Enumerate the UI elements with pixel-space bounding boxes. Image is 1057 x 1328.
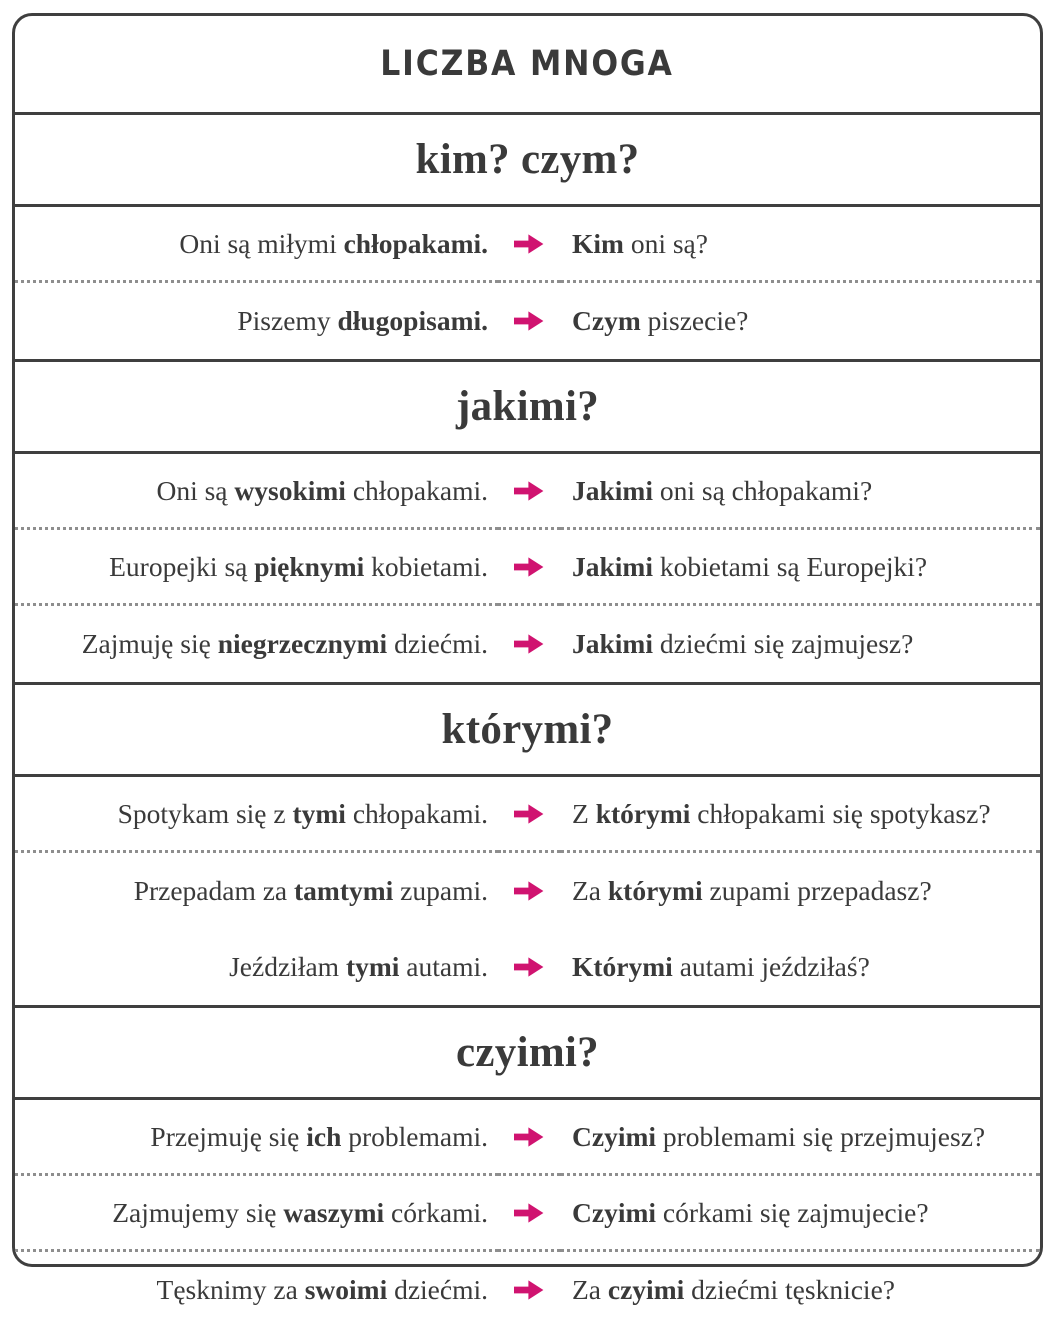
table-row <box>15 454 1040 530</box>
question-text: Za czyimi dziećmi tęsknicie? <box>572 1274 895 1306</box>
question-text: Za którymi zupami przepadasz? <box>572 875 932 907</box>
arrow-cell <box>498 1252 560 1328</box>
statement-cell <box>15 1100 498 1176</box>
table-row <box>15 283 1040 359</box>
section-body-1 <box>15 454 1040 685</box>
question-cell <box>560 853 1040 929</box>
question-text: Jakimi dziećmi się zajmujesz? <box>572 628 914 660</box>
section-header-0 <box>15 115 1040 207</box>
statement-cell <box>15 929 498 1005</box>
question-text: Czyimi córkami się zajmujecie? <box>572 1196 929 1228</box>
section-body-3 <box>15 1100 1040 1328</box>
statement-text: Przejmuję się ich problemami. <box>150 1120 488 1152</box>
arrow-right-icon <box>514 233 544 255</box>
arrow-cell <box>498 853 560 929</box>
statement-text: Europejki są pięknymi kobietami. <box>109 550 488 582</box>
question-cell <box>560 606 1040 682</box>
table-row <box>15 777 1040 853</box>
question-text: Jakimi kobietami są Europejki? <box>572 550 928 582</box>
section-header-label: jakimi? <box>455 383 600 430</box>
table-row <box>15 606 1040 682</box>
table-row <box>15 1100 1040 1176</box>
table-row <box>15 1252 1040 1328</box>
statement-cell <box>15 1176 498 1252</box>
question-cell <box>560 777 1040 853</box>
question-text: Z którymi chłopakami się spotykasz? <box>572 797 991 829</box>
page-title: LICZBA MNOGA <box>380 44 675 84</box>
statement-cell <box>15 454 498 530</box>
statement-cell <box>15 606 498 682</box>
statement-text: Spotykam się z tymi chłopakami. <box>117 797 488 829</box>
arrow-right-icon <box>514 1279 544 1301</box>
question-cell <box>560 454 1040 530</box>
arrow-right-icon <box>514 1126 544 1148</box>
statement-cell <box>15 530 498 606</box>
statement-cell <box>15 283 498 359</box>
arrow-cell <box>498 454 560 530</box>
arrow-right-icon <box>514 803 544 825</box>
arrow-cell <box>498 606 560 682</box>
section-header-2 <box>15 685 1040 777</box>
question-text: Kim oni są? <box>572 227 708 259</box>
statement-cell <box>15 207 498 283</box>
arrow-cell <box>498 207 560 283</box>
statement-text: Zajmujemy się waszymi córkami. <box>112 1196 488 1228</box>
question-cell <box>560 1176 1040 1252</box>
statement-cell <box>15 777 498 853</box>
question-cell <box>560 1100 1040 1176</box>
section-header-label: którymi? <box>441 706 614 753</box>
section-header-label: kim? czym? <box>415 136 640 183</box>
arrow-right-icon <box>514 556 544 578</box>
section-body-2 <box>15 777 1040 1008</box>
statement-text: Zajmuję się niegrzecznymi dziećmi. <box>81 628 488 660</box>
statement-text: Tęsknimy za swoimi dziećmi. <box>156 1274 488 1306</box>
arrow-right-icon <box>514 956 544 978</box>
arrow-cell <box>498 777 560 853</box>
arrow-right-icon <box>514 1202 544 1224</box>
statement-text: Jeździłam tymi autami. <box>229 951 488 983</box>
statement-text: Piszemy długopisami. <box>237 305 488 337</box>
question-text: Którymi autami jeździłaś? <box>572 951 870 983</box>
statement-text: Przepadam za tamtymi zupami. <box>133 875 488 907</box>
table-row <box>15 530 1040 606</box>
section-body-0 <box>15 207 1040 362</box>
question-cell <box>560 207 1040 283</box>
table-row <box>15 207 1040 283</box>
grammar-table <box>12 13 1043 1306</box>
section-header-label: czyimi? <box>456 1029 599 1076</box>
arrow-cell <box>498 530 560 606</box>
statement-cell <box>15 1252 498 1328</box>
arrow-right-icon <box>514 880 544 902</box>
arrow-cell <box>498 283 560 359</box>
question-cell <box>560 530 1040 606</box>
question-cell <box>560 283 1040 359</box>
table-row <box>15 929 1040 1005</box>
question-text: Jakimi oni są chłopakami? <box>572 474 873 506</box>
question-cell <box>560 929 1040 1005</box>
arrow-cell <box>498 929 560 1005</box>
question-text: Czyimi problemami się przejmujesz? <box>572 1120 986 1152</box>
arrow-cell <box>498 1100 560 1176</box>
table-row <box>15 1176 1040 1252</box>
statement-text: Oni są miłymi chłopakami. <box>179 227 488 259</box>
section-header-1 <box>15 362 1040 454</box>
arrow-cell <box>498 1176 560 1252</box>
table-title-row <box>15 16 1040 115</box>
sections-container <box>15 115 1040 1328</box>
section-header-3 <box>15 1008 1040 1100</box>
statement-text: Oni są wysokimi chłopakami. <box>156 474 488 506</box>
arrow-right-icon <box>514 310 544 332</box>
statement-cell <box>15 853 498 929</box>
arrow-right-icon <box>514 633 544 655</box>
question-text: Czym piszecie? <box>572 305 749 337</box>
arrow-right-icon <box>514 480 544 502</box>
question-cell <box>560 1252 1040 1328</box>
table-row <box>15 853 1040 929</box>
